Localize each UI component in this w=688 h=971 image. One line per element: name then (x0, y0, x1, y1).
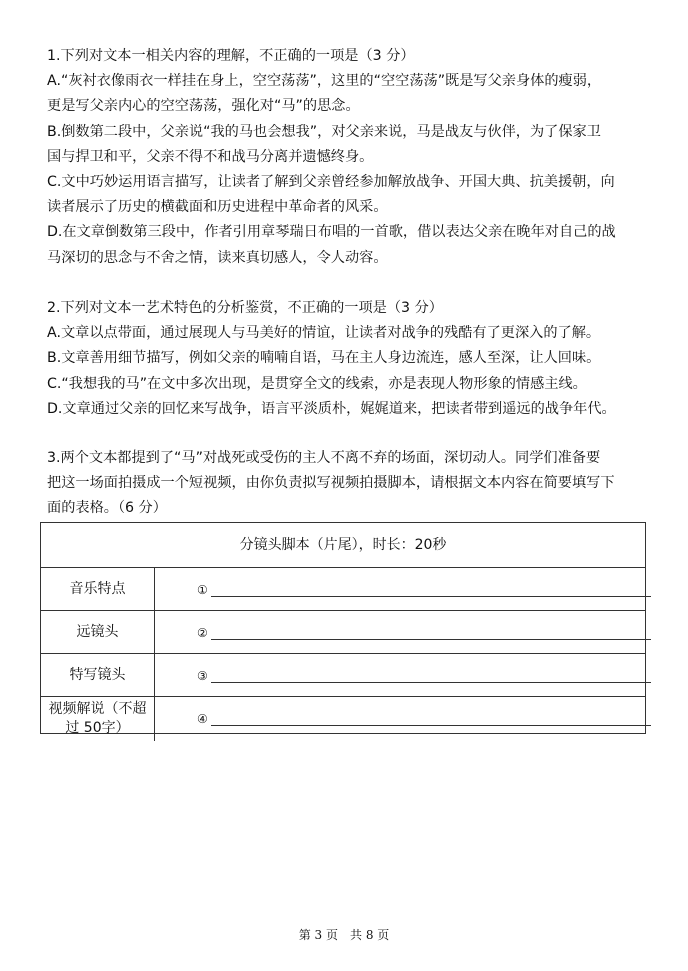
answer-line (211, 639, 651, 640)
answer-line (211, 682, 651, 683)
circled-number-4: ④ (197, 712, 208, 726)
question-3-line-2: 把这一场面拍摄成一个短视频，由你负责拟写视频拍摄脚本，请根据文本内容在简要填写下 (47, 475, 615, 492)
option-b: B.文章善用细节描写，例如父亲的喃喃自语，马在主人身边流连，感人至深，让人回味。 (47, 350, 601, 367)
page-footer: 第 3 页 共 8 页 (298, 928, 390, 942)
circled-number-3: ③ (197, 669, 208, 683)
row-label: 特写镜头 (41, 654, 155, 696)
option-b-line-2: 国与捍卫和平，父亲不得不和战马分离并遗憾终身。 (47, 148, 374, 165)
question-2 (47, 296, 647, 422)
option-a-line-1: A.“灰衬衣像雨衣一样挂在身上，空空荡荡”，这里的“空空荡荡”既是写父亲身体的瘦弱， (47, 73, 602, 90)
option-a: A.文章以点带面，通过展现人与马美好的情谊，让读者对战争的残酷有了更深入的了解。 (47, 325, 601, 342)
answer-cell-close-up[interactable] (155, 654, 645, 696)
option-d-line-2: 马深切的思念与不舍之情，读来真切感人，令人动容。 (47, 249, 388, 266)
option-c-line-1: C.文中巧妙运用语言描写，让读者了解到父亲曾经参加解放战争、开国大典、抗美援朝，向 (47, 173, 615, 190)
question-1 (47, 44, 647, 271)
question-2-stem: 2.下列对文本一艺术特色的分析鉴赏，不正确的一项是（3 分） (47, 300, 443, 316)
table-title: 分镜头脚本（片尾），时长：20秒 (41, 523, 645, 568)
option-c: C.“我想我的马”在文中多次出现，是贯穿全文的线索，亦是表现人物形象的情感主线。 (47, 375, 587, 392)
answer-cell-music[interactable] (155, 568, 645, 610)
option-d-line-1: D.在文章倒数第三段中，作者引用章琴瑞日布唱的一首歌，借以表达父亲在晚年对自己的战 (47, 224, 616, 241)
answer-line (211, 725, 651, 726)
table-row-close-up (41, 654, 645, 697)
option-c-line-2: 读者展示了历史的横截面和历史进程中革命者的风采。 (47, 199, 388, 216)
question-1-stem: 1.下列对文本一相关内容的理解，不正确的一项是（3 分） (47, 48, 415, 64)
circled-number-1: ① (197, 583, 208, 597)
option-b-line-1: B.倒数第二段中，父亲说“我的马也会想我”，对父亲来说，马是战友与伙伴，为了保家卫 (47, 123, 601, 140)
option-a-line-2: 更是写父亲内心的空空荡荡，强化对“马”的思念。 (47, 98, 360, 115)
row-label: 视频解说（不超过 50字） (41, 697, 155, 741)
table-row-narration (41, 697, 645, 741)
answer-cell-long-shot[interactable] (155, 611, 645, 653)
row-label: 远镜头 (41, 611, 155, 653)
answer-line (211, 596, 651, 597)
table-row-long-shot (41, 611, 645, 654)
storyboard-table (40, 522, 646, 734)
circled-number-2: ② (197, 626, 208, 640)
row-label: 音乐特点 (41, 568, 155, 610)
question-3-line-1: 3.两个文本都提到了“马”对战死或受伤的主人不离不弃的场面，深切动人。同学们准备要 (47, 450, 601, 466)
answer-cell-narration[interactable] (155, 697, 645, 741)
question-3-line-3: 面的表格。（6 分） (47, 500, 167, 517)
question-3 (47, 446, 647, 522)
option-d: D.文章通过父亲的回忆来写战争，语言平淡质朴，娓娓道来，把读者带到遥远的战争年代。 (47, 400, 616, 417)
table-row-music (41, 568, 645, 611)
